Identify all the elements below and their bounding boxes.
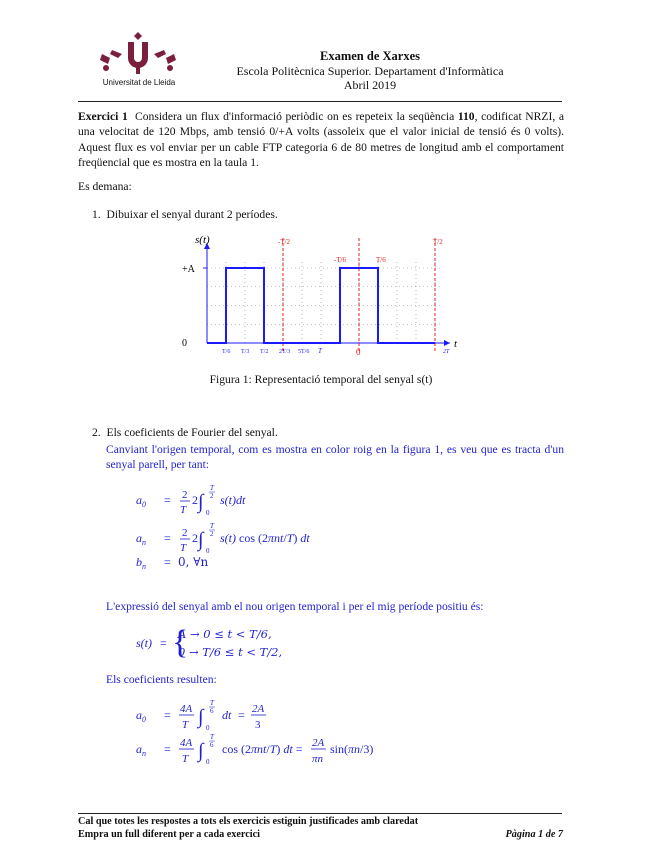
svg-text:T: T <box>180 542 187 554</box>
svg-text:=: = <box>160 636 167 650</box>
svg-text:=: = <box>164 555 171 569</box>
svg-text:an: $a_n$ <box>136 742 146 758</box>
item2-text: Els coeficients de Fourier del senyal. <box>106 426 278 439</box>
x-tick-label: T/6 <box>222 349 231 355</box>
footer-line-2: Empra un full diferent per a cada exercici <box>78 829 260 840</box>
university-logo <box>98 32 178 92</box>
asks-label: Es demana: <box>78 180 132 193</box>
figure1-caption <box>78 373 564 386</box>
svg-text:∫: ∫ <box>198 491 204 513</box>
svg-text:0: 0 <box>206 724 210 732</box>
svg-text:s(t)dt: s(t)dt <box>220 493 246 507</box>
x-tick-label: 5T/6 <box>298 349 310 355</box>
logo-caption: Universitat de Lleida <box>102 78 176 87</box>
svg-text:4A: 4A <box>180 703 193 715</box>
eq-an-lhs: $a_n$ <box>136 531 146 547</box>
svg-text:=: = <box>164 493 171 507</box>
svg-text:=: = <box>238 708 245 722</box>
svg-text:T: T <box>180 504 187 516</box>
svg-text:s(t) cos (2πnt/T) dt: s(t) cos (2πnt/T) dt <box>220 531 310 545</box>
eq-a0-lhs: $a_0$ <box>136 493 146 509</box>
svg-text:2: 2 <box>192 493 198 507</box>
svg-text:2: 2 <box>182 489 188 501</box>
fourier-equations-1 <box>130 480 430 575</box>
ul-emblem-icon <box>98 32 178 76</box>
y-tick-label: 0 <box>182 338 187 349</box>
svg-text:∫: ∫ <box>198 706 204 728</box>
exercise-statement <box>78 109 564 170</box>
x-tick-label: 2T/3 <box>279 349 291 355</box>
x-tick-label: T/3 <box>241 349 250 355</box>
red-tick-label: T/6 <box>376 256 386 264</box>
svg-text:3: 3 <box>255 719 261 731</box>
y-tick-label: +A <box>182 264 195 275</box>
sequence-value: 110 <box>457 110 475 123</box>
svg-text:2: 2 <box>210 492 214 500</box>
svg-text:T: T <box>210 484 214 492</box>
svg-text:2: 2 <box>210 530 214 538</box>
svg-text:s(t): s(t) <box>136 636 152 650</box>
footer-rule <box>78 813 562 814</box>
x-tick-label: T/2 <box>260 349 269 355</box>
svg-text:a0: $a_0$ <box>136 708 146 724</box>
item2-number: 2. <box>92 426 101 439</box>
fourier-equations-2 <box>130 693 450 768</box>
item1-text: Dibuixar el senyal durant 2 períodes. <box>106 208 278 221</box>
exam-date: Abril 2019 <box>343 78 397 92</box>
svg-text:dt: dt <box>222 708 232 722</box>
svg-text:0: 0 <box>206 509 210 517</box>
piecewise-case-2: 0 → T/6 ≤ t < T/2, <box>178 645 283 659</box>
svg-text:4A: 4A <box>180 737 193 749</box>
svg-text:sin(πn/3): sin(πn/3) <box>330 742 374 756</box>
exam-title: Examen de Xarxes <box>320 49 420 63</box>
signal-chart <box>170 228 470 363</box>
svg-text:6: 6 <box>210 707 214 715</box>
svg-text:T: T <box>182 719 189 731</box>
red-tick-label: T/2 <box>433 238 443 246</box>
school-line: Escola Politècnica Superior. Departament d'Informàtica <box>236 64 504 78</box>
red-tick-label: 0 <box>355 347 361 357</box>
x-axis-arrow <box>444 340 450 346</box>
svg-text:2: 2 <box>182 527 188 539</box>
svg-text:2A: 2A <box>312 737 325 749</box>
x-tick-label: 2T <box>443 349 450 355</box>
svg-text:T: T <box>210 699 214 707</box>
item2-para3: Els coeficients resulten: <box>106 673 217 686</box>
svg-text:2A: 2A <box>252 703 265 715</box>
exercise-text-1: Considera un flux d'informació periòdic on es repeteix la seqüència <box>135 110 458 123</box>
signal-waveform <box>207 268 435 343</box>
svg-text:πn: πn <box>312 753 324 765</box>
piecewise-case-1: A → 0 ≤ t < T/6, <box>178 627 272 641</box>
exercise-label: Exercici 1 <box>78 110 128 123</box>
item1 <box>92 207 562 222</box>
eq-bn-rhs: 0, ∀n <box>178 555 209 569</box>
svg-text:2: 2 <box>192 531 198 545</box>
svg-text:=: = <box>164 742 171 756</box>
red-tick-label: -T/6 <box>334 256 347 264</box>
svg-text:{: { <box>172 624 189 661</box>
svg-text:6: 6 <box>210 741 214 749</box>
page-number: Pàgina 1 de 7 <box>505 829 563 840</box>
svg-text:T: T <box>210 522 214 530</box>
x-axis-label: t <box>454 338 458 350</box>
svg-text:T: T <box>210 733 214 741</box>
footer-line-1: Cal que totes les respostes a tots els exercicis estiguin justificades amb claredat <box>78 816 419 827</box>
figure1-caption-text: Figura 1: Representació temporal del senyal s(t) <box>209 373 433 386</box>
svg-text:=: = <box>164 531 171 545</box>
item2 <box>92 425 562 440</box>
svg-text:cos (2πnt/T) dt =: cos (2πnt/T) dt = <box>222 742 303 756</box>
svg-text:=: = <box>164 708 171 722</box>
item1-number: 1. <box>92 208 101 221</box>
item2-para2: L'expressió del senyal amb el nou origen temporal i per el mig període positiu és: <box>106 600 484 613</box>
red-tick-label: -T/2 <box>278 238 291 246</box>
svg-text:0: 0 <box>206 547 210 555</box>
svg-text:T: T <box>182 753 189 765</box>
y-axis-label: s(t) <box>195 234 210 246</box>
svg-text:0: 0 <box>206 758 210 766</box>
svg-text:∫: ∫ <box>198 529 204 551</box>
item2-para1: Canviant l'origen temporal, com es mostra en color roig en la figura 1, es veu que es tracta d'un senyal parell, per tant: <box>106 443 564 472</box>
header-rule <box>78 101 562 102</box>
eq-bn-lhs: $b_n$ <box>136 555 146 571</box>
exercise-text-2: , codificat NRZI, a una velocitat de 120 Mbps, amb tensió 0/+A volts (assoleix que el valor inicial de tensió és 0 volts). Aquest flux es vol enviar per un cable FTP categoria 6 de 80 metres de longitud amb el comportament freqüencial que es mostra en la taula 1. <box>78 110 564 169</box>
x-tick-label: T <box>318 347 322 355</box>
svg-text:∫: ∫ <box>198 740 204 762</box>
